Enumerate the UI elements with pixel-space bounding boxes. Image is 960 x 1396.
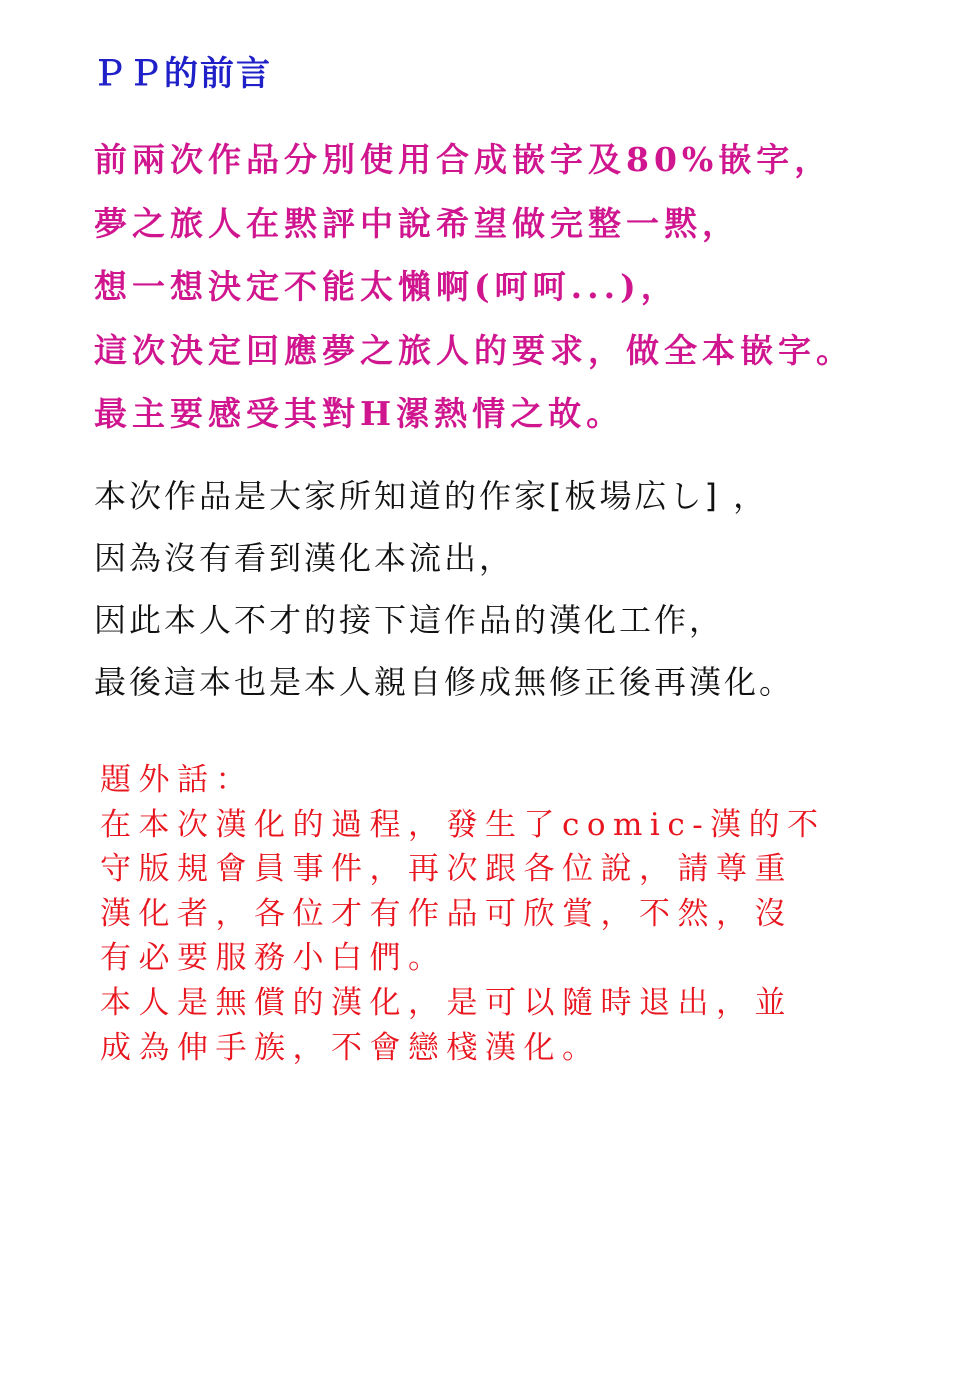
- preface-line: 最主要感受其對H漯熱情之故。: [94, 394, 625, 433]
- intro-paragraph: [94, 465, 794, 713]
- aside-line: 成為伸手族，不會戀棧漢化。: [100, 1029, 601, 1066]
- preface-paragraph: [94, 128, 854, 446]
- intro-line: 因為沒有看到漢化本流出，: [94, 539, 515, 577]
- aside-line: 漢化者，各位才有作品可欣賞，不然，沒: [100, 895, 793, 932]
- aside-paragraph: [100, 758, 826, 1070]
- aside-heading: 題外話：: [100, 762, 254, 798]
- intro-line: 因此本人不才的接下這作品的漢化工作，: [94, 601, 725, 639]
- aside-line: 有必要服務小白們。: [100, 940, 447, 977]
- aside-line: 本人是無償的漢化，是可以隨時退出，並: [100, 984, 793, 1021]
- intro-line: 本次作品是大家所知道的作家[板場広し] ，: [94, 477, 769, 515]
- aside-line: 在本次漢化的過程，發生了comic-漢的不: [100, 806, 826, 843]
- aside-line: 守版規會員事件，再次跟各位說，請尊重: [100, 851, 793, 888]
- preface-line: 想一想決定不能太懶啊(呵呵...)，: [94, 267, 679, 306]
- preface-line: 夢之旅人在黙評中說希望做完整一黙，: [94, 203, 740, 243]
- preface-line: 前兩次作品分別使用合成嵌字及80%嵌字，: [94, 140, 833, 179]
- intro-line: 最後這本也是本人親自修成無修正後再漢化。: [94, 663, 795, 701]
- preface-line: 這次決定回應夢之旅人的要求，做全本嵌字。: [94, 330, 854, 370]
- page-title: ＰＰ的前言: [92, 54, 272, 94]
